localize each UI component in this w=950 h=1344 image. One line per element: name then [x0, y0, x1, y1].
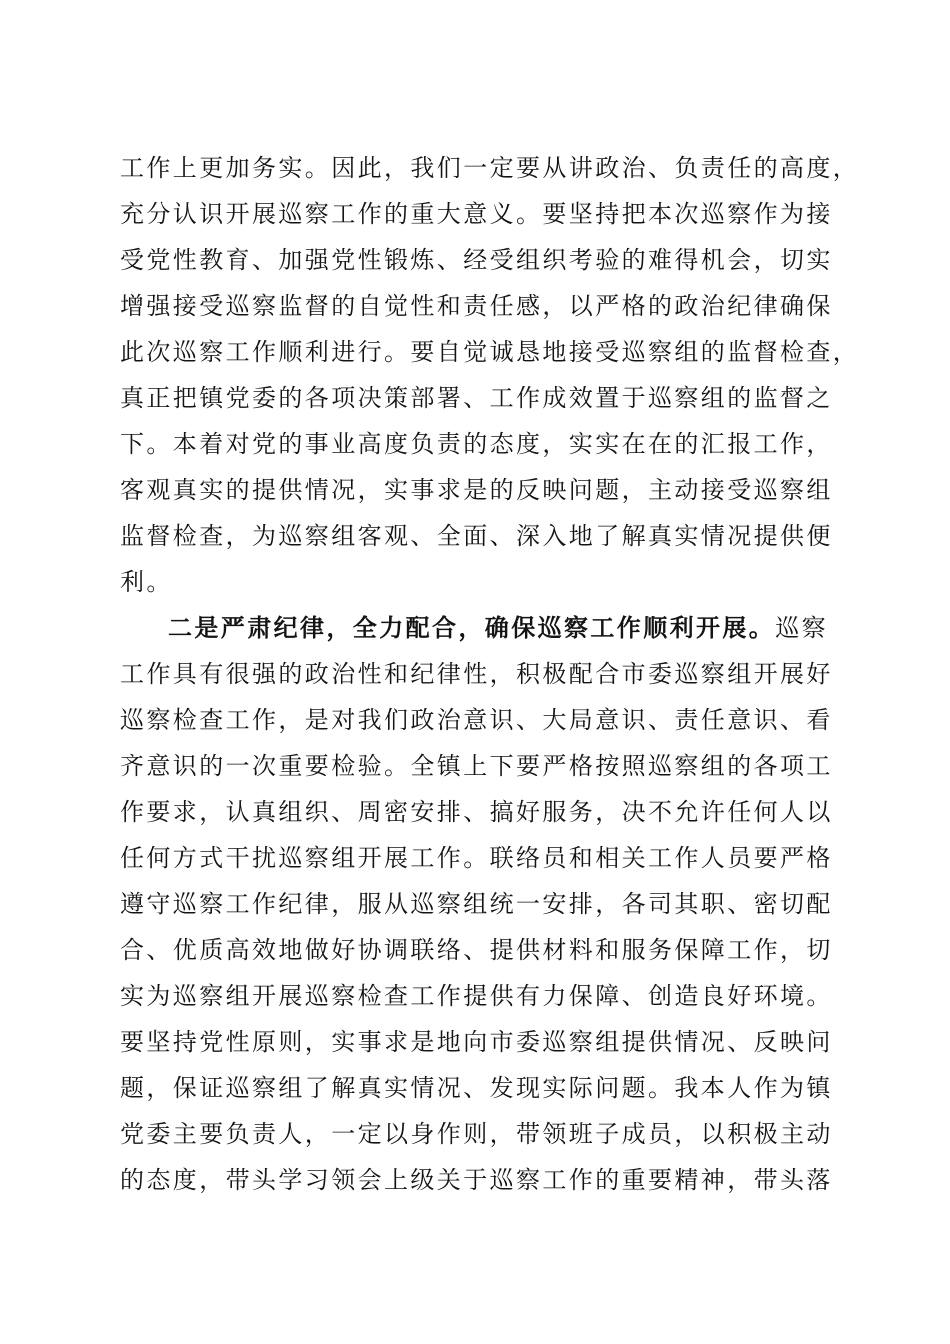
paragraph-2-line: 作要求，认真组织、周密安排、搞好服务，决不允许任何人以	[120, 798, 833, 826]
paragraph-1-line: 增强接受巡察监督的自觉性和责任感，以严格的政治纪律确保	[120, 292, 833, 320]
paragraph-2-line: 党委主要负责人，一定以身作则，带领班子成员，以积极主动	[120, 1120, 833, 1148]
paragraph-2-line: 遵守巡察工作纪律，服从巡察组统一安排，各司其职、密切配	[120, 890, 833, 918]
paragraph-1-line: 监督检查，为巡察组客观、全面、深入地了解真实情况提供便	[120, 522, 833, 550]
paragraph-2-line: 要坚持党性原则，实事求是地向市委巡察组提供情况、反映问	[120, 1028, 833, 1056]
paragraph-2-line: 齐意识的一次重要检验。全镇上下要严格按照巡察组的各项工	[120, 752, 833, 780]
paragraph-2-line: 合、优质高效地做好协调联络、提供材料和服务保障工作，切	[120, 936, 833, 964]
paragraph-1-line: 此次巡察工作顺利进行。要自觉诚恳地接受巡察组的监督检查，	[120, 338, 860, 366]
paragraph-1-line: 受党性教育、加强党性锻炼、经受组织考验的难得机会，切实	[120, 246, 833, 274]
paragraph-2-line: 工作具有很强的政治性和纪律性，积极配合市委巡察组开展好	[120, 660, 833, 688]
paragraph-2-line: 题，保证巡察组了解真实情况、发现实际问题。我本人作为镇	[120, 1074, 833, 1102]
paragraph-1-line: 充分认识开展巡察工作的重大意义。要坚持把本次巡察作为接	[120, 200, 833, 228]
paragraph-2-line: 实为巡察组开展巡察检查工作提供有力保障、创造良好环境。	[120, 982, 833, 1010]
paragraph-1-line: 真正把镇党委的各项决策部署、工作成效置于巡察组的监督之	[120, 384, 833, 412]
paragraph-2-line: 巡察检查工作，是对我们政治意识、大局意识、责任意识、看	[120, 706, 833, 734]
paragraph-2-heading: 二是严肃纪律，全力配合，确保巡察工作顺利开展。	[168, 613, 776, 642]
paragraph-2-first-line	[168, 608, 828, 648]
paragraph-1-line: 工作上更加务实。因此，我们一定要从讲政治、负责任的高度，	[120, 154, 860, 182]
paragraph-2-line: 的态度，带头学习领会上级关于巡察工作的重要精神，带头落	[120, 1166, 833, 1194]
paragraph-1-line: 客观真实的提供情况，实事求是的反映问题，主动接受巡察组	[120, 476, 833, 504]
paragraph-2-line: 任何方式干扰巡察组开展工作。联络员和相关工作人员要严格	[120, 844, 833, 872]
paragraph-1-line: 利。	[120, 568, 173, 596]
paragraph-2-first-line-rest: 巡察	[775, 614, 829, 642]
paragraph-1-line: 下。本着对党的事业高度负责的态度，实实在在的汇报工作，	[120, 430, 833, 458]
